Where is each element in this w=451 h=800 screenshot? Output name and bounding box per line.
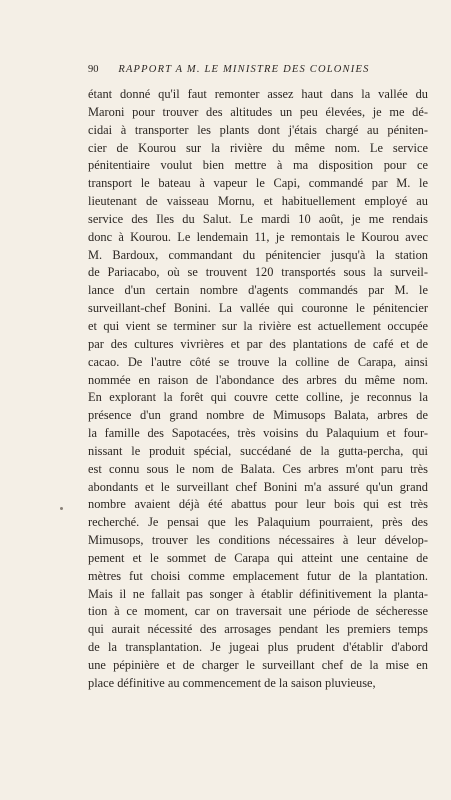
text-line: Maroni pour trouver des altitudes un peu élevées, je me dé- xyxy=(88,104,428,119)
text-line: cidai à transporter les plants dont j'étais chargé au péniten- xyxy=(88,122,428,137)
text-line: surveillant-chef Bonini. La vallée qui couronne le pénitencier xyxy=(88,301,428,316)
text-line: pement et le sommet de Carapa qui atteint une centaine de xyxy=(88,550,428,565)
text-line: tion à ce moment, car on traversait une période de sécheresse xyxy=(88,604,428,619)
text-line: donc à Kourou. Le lendemain 11, je remontais le Kourou avec xyxy=(88,229,428,244)
text-line: de la transplantation. Je jugeai plus prudent d'établir d'abord xyxy=(88,640,428,655)
text-line: M. Bardoux, commandant du pénitencier jusqu'à la station xyxy=(88,247,428,262)
body-paragraph xyxy=(88,86,428,693)
text-line: lieutenant de vaisseau Mornu, et habituellement employé au xyxy=(88,194,428,209)
text-line: abondants et le surveillant chef Bonini m'a assuré qu'un grand xyxy=(88,479,428,494)
text-line: présence d'un grand nombre de Mimusops Balata, arbres de xyxy=(88,408,428,423)
text-line: place définitive au commencement de la saison pluvieuse, xyxy=(88,675,376,690)
margin-speck xyxy=(60,507,63,510)
text-line: pénitentiaire voulut bien mettre à ma disposition pour ce xyxy=(88,158,428,173)
text-line: une pépinière et de charger le surveillant chef de la mise en xyxy=(88,658,428,672)
text-line: cier de Kourou sur la rivière du même nom. Le service xyxy=(88,140,428,155)
text-line: service des Iles du Salut. Le mardi 10 août, je me rendais xyxy=(88,211,428,226)
text-line: est connu sous le nom de Balata. Ces arbres m'ont paru très xyxy=(88,461,428,476)
text-line: étant donné qu'il faut remonter assez haut dans la vallée du xyxy=(88,87,428,101)
text-line: recherché. Je pensai que les Palaquium pourraient, près des xyxy=(88,515,428,530)
text-line: nommée en raison de l'abondance des arbres du même nom. xyxy=(88,372,428,387)
text-line: nombre avaient déjà été abattus pour leur bois qui est très xyxy=(88,497,428,512)
text-line: et qui vient se terminer sur la rivière est actuellement occupée xyxy=(88,318,428,333)
text-line: mètres fut choisi comme emplacement futur de la plantation. xyxy=(88,568,428,583)
text-line: Mimusops, trouver les conditions nécessaires à leur dévelop- xyxy=(88,533,428,548)
page-header xyxy=(88,64,418,75)
text-line: transport le bateau à vapeur le Capi, commandé par M. le xyxy=(88,176,428,191)
text-line: par des cultures vivrières et par des plantations de café et de xyxy=(88,336,428,351)
text-line: lance d'un certain nombre d'agents commandés par M. le xyxy=(88,283,428,298)
running-title: RAPPORT A M. LE MINISTRE DES COLONIES xyxy=(118,64,370,75)
text-line: En explorant la forêt qui couvre cette colline, je reconnus la xyxy=(88,390,428,405)
text-line: qui aurait nécessité des arrosages pendant les premiers temps xyxy=(88,622,428,637)
text-line: nissant le produit spécial, succédané de la gutta-percha, qui xyxy=(88,443,428,458)
page-number: 90 xyxy=(88,64,99,75)
text-line: de Pariacabo, où se trouvent 120 transportés sous la surveil- xyxy=(88,265,428,280)
text-line: Mais il ne fallait pas songer à établir définitivement la planta- xyxy=(88,586,428,601)
text-line: la famille des Sapotacées, très voisins du Palaquium et four- xyxy=(88,426,428,441)
text-line: cacao. De l'autre côté se trouve la colline de Carapa, ainsi xyxy=(88,354,428,369)
